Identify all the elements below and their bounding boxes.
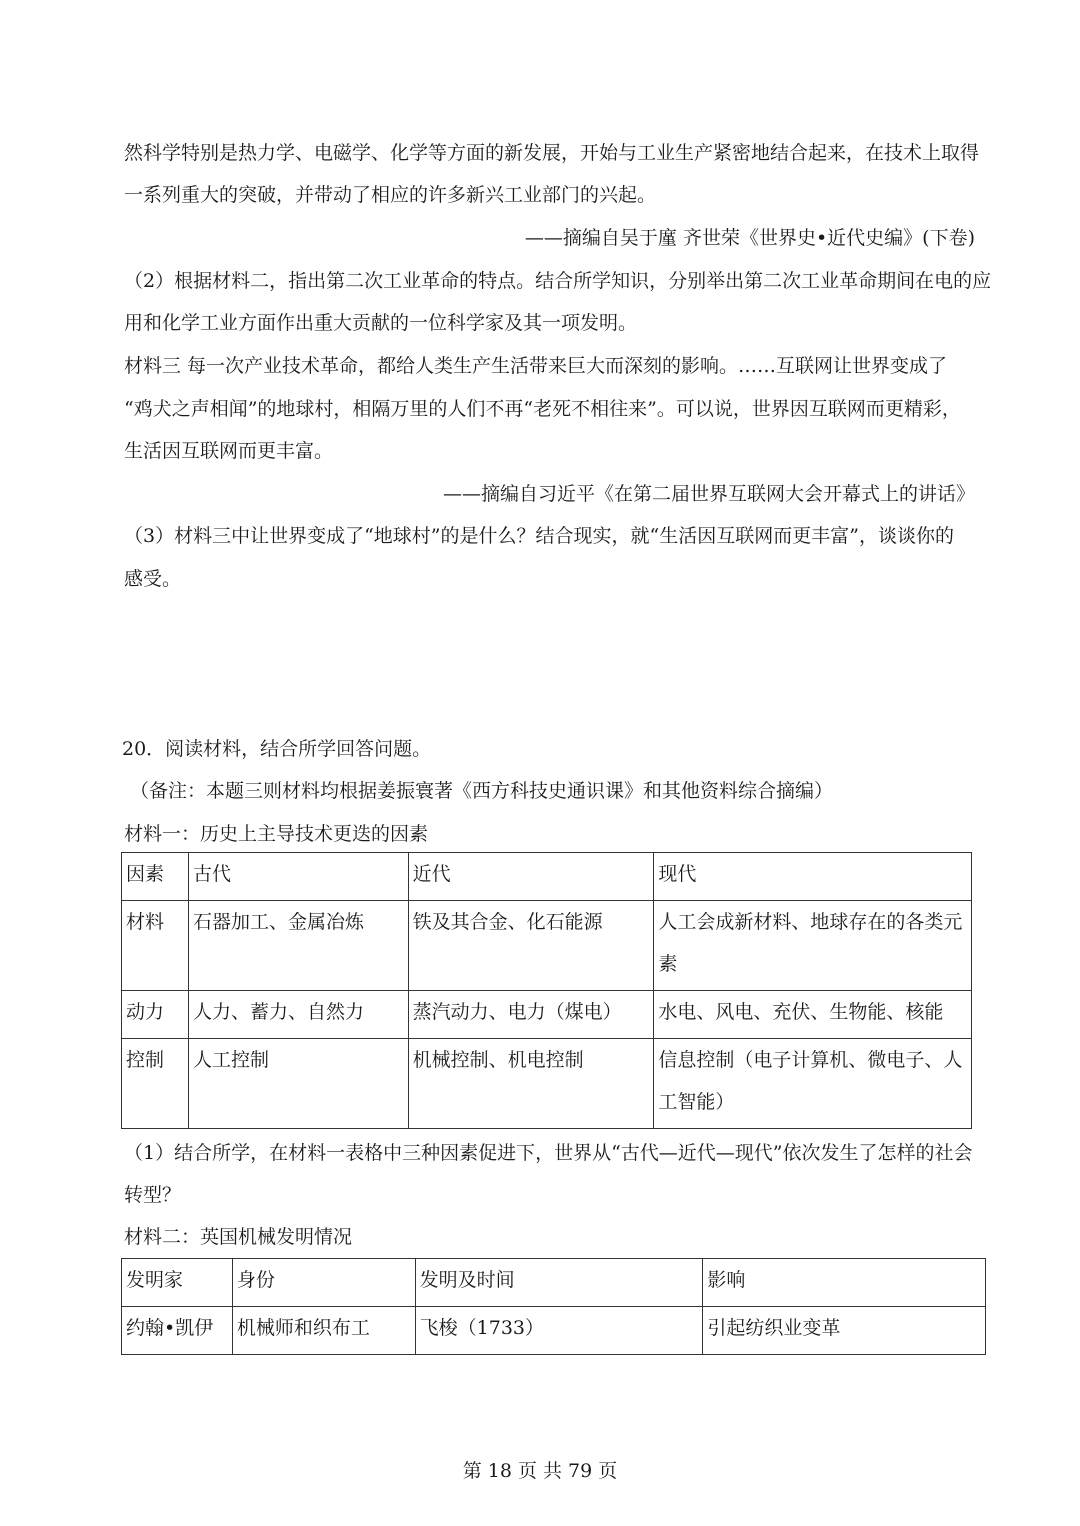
question-20-note: （备注：本题三则材料均根据姜振寰著《西方科技史通识课》和其他资料综合摘编） [130,780,834,802]
table-row [122,1307,986,1355]
question-20-title: 20．阅读材料，结合所学回答问题。 [122,738,432,760]
material2-line-1: 然科学特别是热力学、电磁学、化学等方面的新发展，开始与工业生产紧密地结合起来，在技术上取得 [124,142,980,164]
material3-line-1: 材料三 每一次产业技术革命，都给人类生产生活带来巨大而深刻的影响。……互联网让世界变成了 [124,355,948,377]
table-cell: 信息控制（电子计算机、微电子、人工智能） [654,1039,972,1129]
material3-line-2: “鸡犬之声相闻”的地球村，相隔万里的人们不再“老死不相往来”。可以说，世界因互联网而更精彩， [124,398,961,420]
table-cell: 人力、蓄力、自然力 [188,991,408,1039]
factors-table [121,852,972,1129]
question-2-line-1: （2）根据材料二，指出第二次工业革命的特点。结合所学知识，分别举出第二次工业革命期间在电的应 [124,270,992,292]
question-3-line-2: 感受。 [124,568,182,590]
table-cell: 引起纺织业变革 [703,1307,986,1355]
question-20-1-line-2: 转型？ [124,1184,182,1206]
table-cell: 约翰•凯伊 [122,1307,233,1355]
table1-caption: 材料一：历史上主导技术更迭的因素 [124,823,429,845]
table-header-cell: 古代 [188,853,408,901]
table-row [122,991,972,1039]
material3-line-3: 生活因互联网而更丰富。 [124,440,334,462]
inventions-table [121,1258,986,1355]
material3-source: ——摘编自习近平《在第二届世界互联网大会开幕式上的讲话》 [442,483,975,505]
question-2-line-2: 用和化学工业方面作出重大贡献的一位科学家及其一项发明。 [124,312,638,334]
table-cell: 蒸汽动力、电力（煤电） [408,991,654,1039]
table-row [122,1039,972,1129]
table-header-cell: 身份 [232,1259,415,1307]
table-header-cell: 影响 [703,1259,986,1307]
table-cell: 石器加工、金属冶炼 [188,901,408,991]
table-header-cell: 近代 [408,853,654,901]
question-20-1-line-1: （1）结合所学，在材料一表格中三种因素促进下，世界从“古代—近代—现代”依次发生了怎样的社会 [124,1142,973,1164]
material2-source: ——摘编自吴于廑 齐世荣《世界史•近代史编》(下卷) [524,227,975,249]
table-row [122,901,972,991]
table-cell: 飞梭（1733） [415,1307,703,1355]
table2-caption: 材料二：英国机械发明情况 [124,1226,353,1248]
table-header-cell: 发明及时间 [415,1259,703,1307]
table-cell: 动力 [122,991,189,1039]
table-cell: 水电、风电、充伏、生物能、核能 [654,991,972,1039]
table-cell: 控制 [122,1039,189,1129]
table-cell: 机械师和织布工 [232,1307,415,1355]
page-footer: 第 18 页 共 79 页 [462,1460,618,1482]
table-cell: 人工控制 [188,1039,408,1129]
table-header-row [122,1259,986,1307]
table-cell: 铁及其合金、化石能源 [408,901,654,991]
table-header-row [122,853,972,901]
table-header-cell: 因素 [122,853,189,901]
table-header-cell: 现代 [654,853,972,901]
question-3-line-1: （3）材料三中让世界变成了“地球村”的是什么？结合现实，就“生活因互联网而更丰富”，谈谈你的 [124,525,954,547]
table-cell: 机械控制、机电控制 [408,1039,654,1129]
table-header-cell: 发明家 [122,1259,233,1307]
table-cell: 人工会成新材料、地球存在的各类元素 [654,901,972,991]
table-cell: 材料 [122,901,189,991]
material2-line-2: 一系列重大的突破，并带动了相应的许多新兴工业部门的兴起。 [124,184,657,206]
